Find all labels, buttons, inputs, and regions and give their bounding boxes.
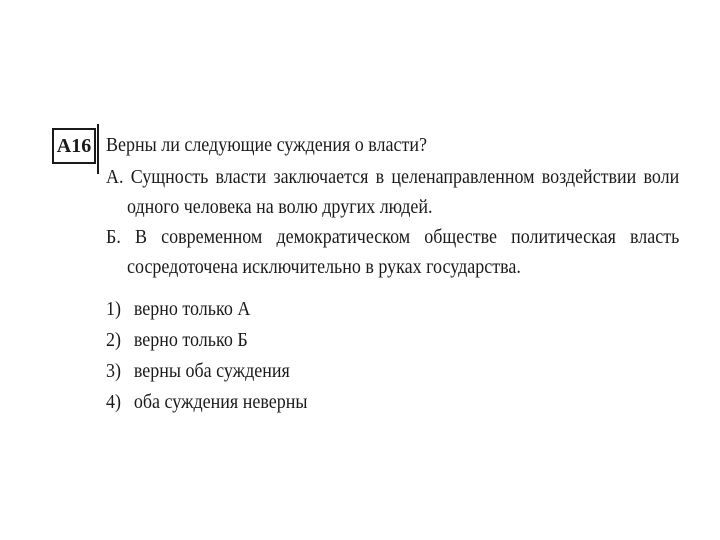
option-text: оба суждения неверны [133, 391, 308, 413]
option-text: верны оба суждения [133, 360, 290, 382]
statement-a-line2: одного человека на волю других людей. [127, 196, 433, 218]
statement-a-line1: А. Сущность власти заключается в целенаправленном воздействии воли [106, 166, 680, 188]
option-number: 4) [106, 391, 122, 413]
option-text: верно только А [133, 298, 251, 320]
question-number-box [52, 128, 96, 164]
question-separator-line [97, 124, 99, 174]
answer-option-2[interactable] [106, 325, 248, 355]
statement-b-line2: сосредоточена исключительно в руках государства. [127, 256, 521, 278]
question-prompt: Верны ли следующие суждения о власти? [106, 134, 428, 156]
option-number: 1) [106, 298, 122, 320]
answer-option-1[interactable] [106, 294, 250, 324]
question-number: A16 [56, 135, 92, 157]
statement-b-line1: Б. В современном демократическом обществе политическая власть [106, 226, 680, 248]
answer-option-3[interactable] [106, 356, 290, 386]
option-text: верно только Б [133, 329, 248, 351]
option-number: 2) [106, 329, 122, 351]
answer-option-4[interactable] [106, 387, 307, 417]
option-number: 3) [106, 360, 122, 382]
